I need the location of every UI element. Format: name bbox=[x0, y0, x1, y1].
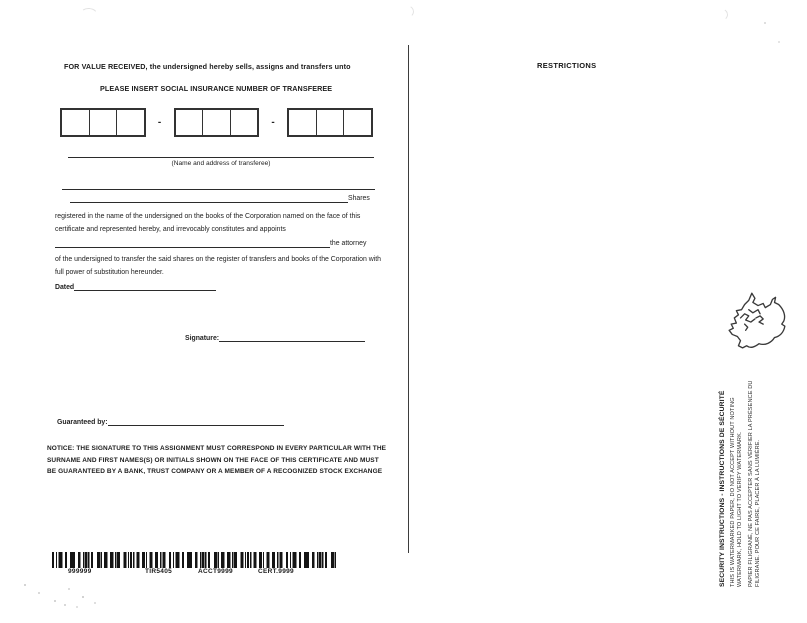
dated-label: Dated bbox=[55, 284, 75, 291]
barcode-label-tir: TIR5405 bbox=[145, 568, 173, 575]
sin-cell bbox=[202, 110, 230, 135]
scan-dust-specks bbox=[764, 22, 766, 24]
security-instructions-title: SECURITY INSTRUCTIONS - INSTRUCTIONS DE SÉCURITÉ bbox=[719, 390, 726, 587]
signature-row bbox=[185, 333, 365, 342]
dated-row bbox=[55, 282, 216, 291]
value-received-line: FOR VALUE RECEIVED, the undersigned hereby sells, assigns and transfers unto bbox=[64, 62, 351, 71]
sin-box-group bbox=[60, 108, 146, 137]
restrictions-title: RESTRICTIONS bbox=[537, 61, 597, 70]
sin-box-row bbox=[60, 108, 373, 137]
security-instructions-french: PAPIER FILIGRANÉ, NE PAS ACCEPTER SANS VÉRIFIER LA PRÉSENCE DU FILIGRANE. POUR CE FAIRE, PLACER À LA LUMIÈRE. bbox=[747, 380, 761, 587]
sin-cell bbox=[289, 110, 316, 135]
signature-label: Signature: bbox=[185, 335, 220, 342]
shares-suffix: Shares bbox=[348, 195, 370, 202]
scan-dust-specks bbox=[24, 584, 26, 586]
transferee-address-line bbox=[62, 181, 375, 190]
sin-heading: PLEASE INSERT SOCIAL INSURANCE NUMBER OF TRANSFEREE bbox=[100, 84, 333, 93]
sin-cell bbox=[343, 110, 371, 135]
sin-cell bbox=[62, 110, 89, 135]
scan-artifact-arc bbox=[709, 7, 728, 23]
scan-artifact-arc bbox=[395, 4, 415, 20]
dated-line bbox=[74, 282, 216, 291]
shares-line bbox=[70, 194, 348, 203]
signature-line bbox=[219, 333, 365, 342]
guaranteed-by-line bbox=[108, 417, 284, 426]
guaranteed-by-label: Guaranteed by: bbox=[57, 419, 108, 426]
canada-map-watermark-icon bbox=[724, 289, 790, 351]
sin-cell bbox=[116, 110, 144, 135]
security-instructions-english: THIS IS WATERMARKED PAPER, DO NOT ACCEPT WITHOUT NOTING WATERMARK, HOLD TO LIGHT TO VERIFY WATERMARK. bbox=[730, 397, 743, 587]
barcode-label-serial: 999999 bbox=[68, 568, 92, 575]
sin-cell bbox=[89, 110, 117, 135]
transferee-name-line bbox=[68, 149, 374, 158]
barcode-label-cert: CERT.9999 bbox=[258, 568, 294, 575]
guaranteed-by-row bbox=[57, 417, 284, 426]
barcode-label-account: ACCT9999 bbox=[198, 568, 233, 575]
sin-cell bbox=[176, 110, 203, 135]
fold-divider-line bbox=[408, 45, 409, 553]
sin-separator-dash: - bbox=[157, 117, 162, 128]
sin-box-group bbox=[174, 108, 260, 137]
attorney-line bbox=[55, 239, 330, 248]
barcode bbox=[52, 552, 338, 568]
notice-paragraph: NOTICE: THE SIGNATURE TO THIS ASSIGNMENT MUST CORRESPOND IN EVERY PARTICULAR WITH THE SURNAME AND FIRST NAMES(S) OR INITIALS SHOWN ON THE FACE OF THIS CERTIFICATE AND MUST BE GUARANTEED BY A BANK, TRUST COMPANY OR A MEMBER OF A RECOGNIZED STOCK EXCHANGE bbox=[47, 445, 387, 475]
sin-cell bbox=[316, 110, 344, 135]
sin-separator-dash: - bbox=[271, 117, 275, 128]
sin-box-group bbox=[287, 108, 373, 137]
scan-artifact-arc bbox=[79, 7, 98, 23]
sin-cell bbox=[230, 110, 258, 135]
transfer-clause: of the undersigned to transfer the said shares on the register of transfers and books of the Corporation with full power of substitution hereunder. bbox=[55, 256, 381, 276]
transferee-caption: (Name and address of transferee) bbox=[171, 160, 271, 167]
security-instructions-block bbox=[719, 353, 783, 587]
registered-clause: registered in the name of the undersigned on the books of the Corporation named on the face of this certificate and represented hereby, and irrevocably constitutes and appoints bbox=[55, 213, 361, 233]
attorney-suffix: the attorney bbox=[330, 240, 367, 247]
